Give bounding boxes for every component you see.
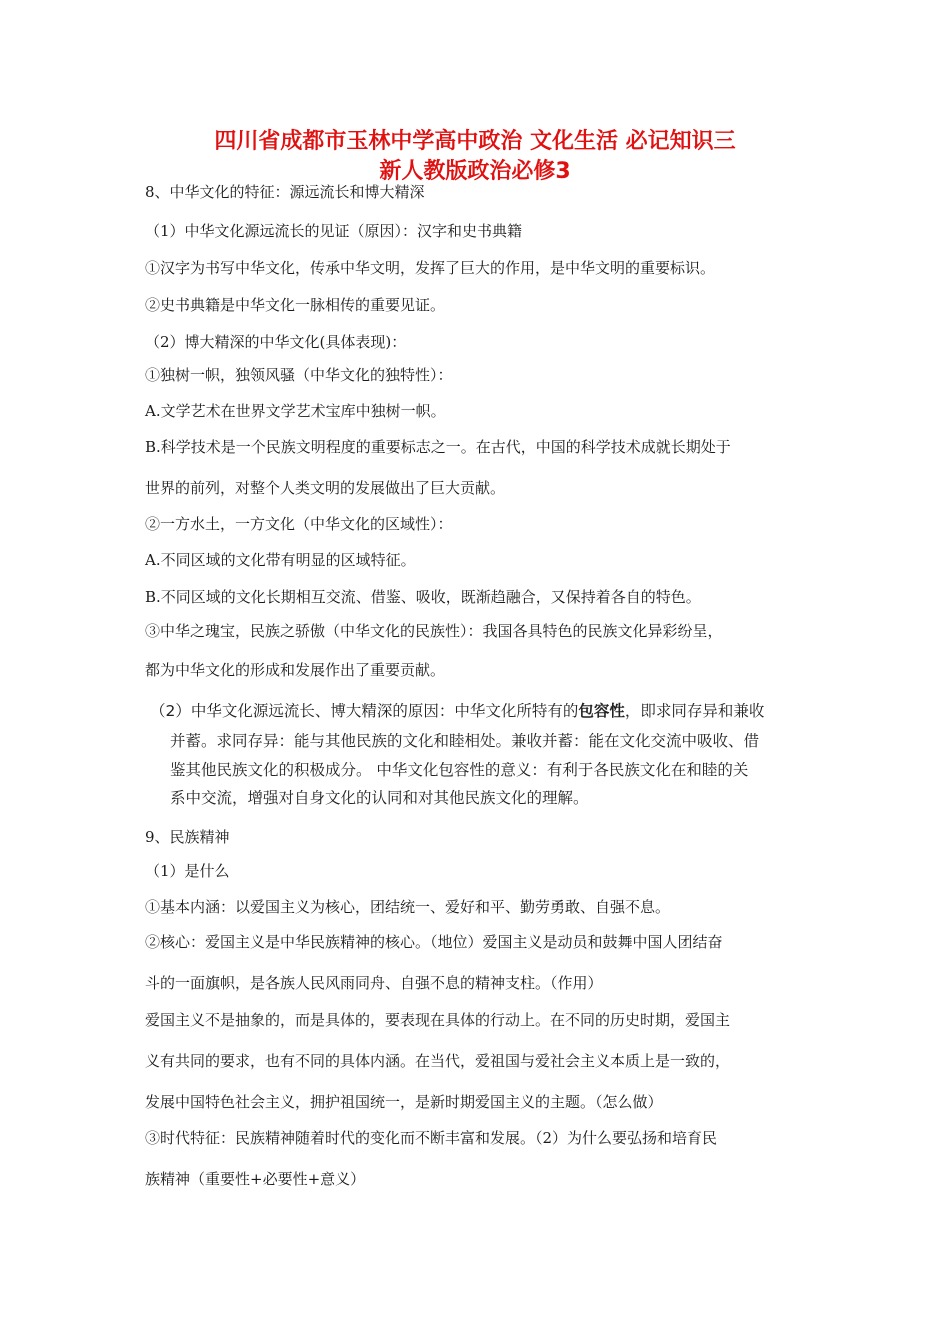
inclusiveness-line4: 系中交流，增强对自身文化的认同和对其他民族文化的理解。 xyxy=(170,789,589,807)
text-line: 世界的前列，对整个人类文明的发展做出了巨大贡献。 xyxy=(145,479,506,497)
text-line: B.不同区域的文化长期相互交流、借鉴、吸收，既渐趋融合，又保持着各自的特色。 xyxy=(145,588,701,606)
document-title-line1: 四川省成都市玉林中学高中政治 文化生活 必记知识三 xyxy=(214,129,736,154)
text-line: ①独树一帜，独领风骚（中华文化的独特性）： xyxy=(145,366,453,384)
text-line: A.不同区域的文化带有明显的区域特征。 xyxy=(145,551,416,569)
text-line: 斗的一面旗帜，是各族人民风雨同舟、自强不息的精神支柱。（作用） xyxy=(145,974,603,992)
text-line: ③中华之瑰宝，民族之骄傲（中华文化的民族性）：我国各具特色的民族文化异彩纷呈， xyxy=(145,622,723,640)
text-line: ②史书典籍是中华文化一脉相传的重要见证。 xyxy=(145,296,446,314)
inclusiveness-line3: 鉴其他民族文化的积极成分。 中华文化包容性的意义：有利于各民族文化在和睦的关 xyxy=(170,761,749,779)
inclusiveness-line1 xyxy=(150,700,764,722)
text-line: ①汉字为书写中华文化，传承中华文明，发挥了巨大的作用，是中华文明的重要标识。 xyxy=(145,259,716,277)
text-line: （1）中华文化源远流长的见证（原因）：汉字和史书典籍 xyxy=(145,222,523,240)
document-title-line2: 新人教版政治必修3 xyxy=(379,159,571,184)
text-line: ②一方水土，一方文化（中华文化的区域性）： xyxy=(145,515,453,533)
inclusiveness-keyword: 包容性 xyxy=(578,702,625,720)
section-9-heading: 9、民族精神 xyxy=(145,828,230,846)
text-line: （1）是什么 xyxy=(145,862,230,880)
text-line: ②核心：爱国主义是中华民族精神的核心。（地位）爱国主义是动员和鼓舞中国人团结奋 xyxy=(145,933,723,951)
inclusiveness-line1-pre: （2）中华文化源远流长、博大精深的原因：中华文化所特有的 xyxy=(150,702,579,720)
text-line: （2）博大精深的中华文化(具体表现)： xyxy=(145,333,407,351)
text-line: ③时代特征：民族精神随着时代的变化而不断丰富和发展。（2）为什么要弘扬和培育民 xyxy=(145,1129,718,1147)
text-line: B.科学技术是一个民族文明程度的重要标志之一。在古代，中国的科学技术成就长期处于 xyxy=(145,438,731,456)
text-line: 族精神（重要性+必要性+意义） xyxy=(145,1170,366,1188)
text-line: 爱国主义不是抽象的，而是具体的，要表现在具体的行动上。在不同的历史时期，爱国主 xyxy=(145,1011,731,1029)
text-line: ①基本内涵：以爱国主义为核心，团结统一、爱好和平、勤劳勇敢、自强不息。 xyxy=(145,898,671,916)
section-8-heading: 8、中华文化的特征：源远流长和博大精深 xyxy=(145,183,425,201)
text-line: 义有共同的要求，也有不同的具体内涵。在当代，爱祖国与爱社会主义本质上是一致的， xyxy=(145,1052,731,1070)
text-line: 发展中国特色社会主义，拥护祖国统一，是新时期爱国主义的主题。（怎么做） xyxy=(145,1093,663,1111)
inclusiveness-line2: 并蓄。求同存异：能与其他民族的文化和睦相处。兼收并蓄：能在文化交流中吸收、借 xyxy=(170,732,760,750)
text-line: 都为中华文化的形成和发展作出了重要贡献。 xyxy=(145,661,446,679)
text-line: A.文学艺术在世界文学艺术宝库中独树一帜。 xyxy=(145,402,446,420)
inclusiveness-line1-post: ，即求同存异和兼收 xyxy=(624,702,765,720)
